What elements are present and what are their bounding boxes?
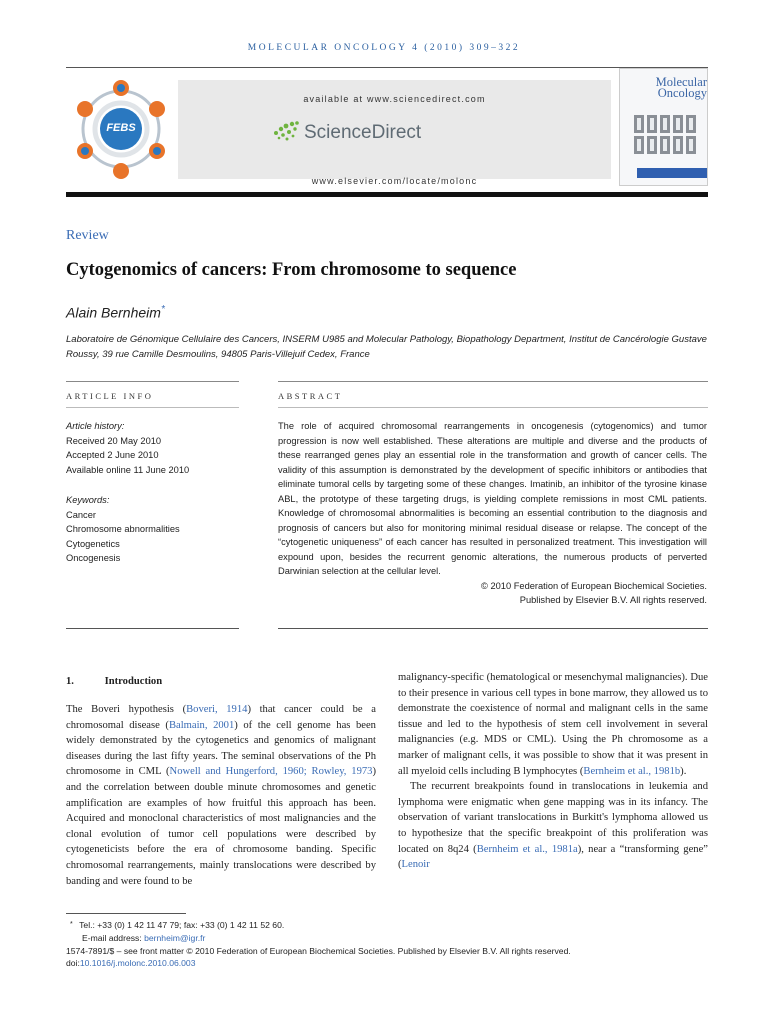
febs-label: FEBS xyxy=(106,122,136,134)
info-rule-sub xyxy=(66,407,239,408)
front-matter: 1574-7891/$ – see front matter © 2010 Federation of European Biochemical Societies. Published by Elsevier B.V. All rights reserved. xyxy=(66,945,571,956)
author-line xyxy=(66,304,165,321)
abstract-publisher: Published by Elsevier B.V. All rights reserved. xyxy=(519,595,707,605)
body-text-run: The recurrent breakpoints found in translocations in leukemia and lymphoma were enigmatic when gene mapping was in its infancy. The observation of variant translocations in Burkitt's lymphoma allowed us to hypothesize that the specific breakpoint of this proliferation was located on 8q24 ( xyxy=(398,781,708,855)
keywords-block xyxy=(66,493,241,566)
history-label: Article history: xyxy=(66,421,125,431)
abstract-rule-top xyxy=(278,381,708,382)
sciencedirect-url[interactable]: available at www.sciencedirect.com xyxy=(303,94,486,104)
footnote-rule xyxy=(66,913,186,914)
journal-banner xyxy=(66,68,708,194)
journal-cover-thumbnail[interactable] xyxy=(619,68,708,186)
keyword-item[interactable]: Chromosome abnormalities xyxy=(66,524,180,534)
body-text-run: malignancy-specific (hematological or mesenchymal malignancies). Due to their presence in various cell types in bone marrow, they allowed us to demonstrate the coexistence of normal and malignant cells in the same tissue and led to the hypothesis of stem cell involvement in several malignancies (e.g. MDS or CML). Using the Ph chromosome as a marker of malignant cells, it was possible to show that it was present in all myeloid cells including B lymphocytes ( xyxy=(398,672,708,777)
febs-logo[interactable] xyxy=(66,71,176,187)
abstract-rule-bottom xyxy=(278,628,708,629)
accepted-date: Accepted 2 June 2010 xyxy=(66,450,159,460)
intro-paragraph-3 xyxy=(398,779,708,873)
abstract-body xyxy=(278,419,707,608)
doi-link[interactable]: 10.1016/j.molonc.2010.06.003 xyxy=(79,958,196,969)
body-text-run: ) and the correlation between double minute chromosomes and genetic amplification are examples of how fruitful this approach has been. Acquired and monoclonal characteristics of most malignancies and the clonal evolution of tumor cell populations were described by cytogeneticists before the era of chromosome banding. Specific chromosomal rearrangements, mainly translocations were described by banding and were found to be xyxy=(66,766,377,887)
body-text-run: The Boveri hypothesis ( xyxy=(66,704,187,715)
abstract-copyright: © 2010 Federation of European Biochemical Societies. xyxy=(481,580,707,591)
email-label: E-mail address: xyxy=(82,932,142,943)
footnote-tel: Tel.: +33 (0) 1 42 11 47 79; fax: +33 (0) 1 42 11 52 60. xyxy=(79,920,285,930)
body-text-run: ). xyxy=(680,765,687,777)
section-title: Introduction xyxy=(104,676,163,687)
sciencedirect-logo[interactable]: ScienceDirect xyxy=(304,122,422,143)
doi-label: doi: xyxy=(66,958,80,969)
received-date: Received 20 May 2010 xyxy=(66,435,162,446)
abstract-text: The role of acquired chromosomal rearrangements in oncogenesis (cytogenomics) and tumor progression is now well established. These alterations are multiple and diverse and the products of these rearranged genes play an essential role in the transformation and growth of cancer cells. The validity of this assumption is demonstrated by the development of specific inhibitors or antibodies that eliminate tumoral cells by targeting some of these changes. Imatinib, an inhibitor of the tyrosine kinase ABL, the prototype of these targeting drugs, is yielding complete remissions in most CML patients. Knowledge of chromosomal abnormalities is becoming an essential contribution to the diagnosis and prognosis of cancers but also for monitoring minimal residual disease or relapse. The concept of the “cytogenetic uniqueness” of each cancer has resulted in personalized treatment. This investigation will expound upon, besides the recurrent genomic alterations, the numerous products of perverted Darwinian selection at the cellular level. xyxy=(278,421,707,576)
article-history xyxy=(66,419,241,477)
journal-citation: MOLECULAR ONCOLOGY 4 (2010) 309–322 xyxy=(247,43,521,53)
citation-link[interactable]: Bernheim et al., 1981b xyxy=(583,765,681,777)
keyword-item[interactable]: Cytogenetics xyxy=(66,538,120,549)
citation-link[interactable]: Lenoir xyxy=(401,859,430,871)
footnote-contact xyxy=(66,919,716,932)
cover-image-grid xyxy=(634,115,698,155)
body-column-left xyxy=(66,702,376,889)
journal-homepage-url[interactable]: www.elsevier.com/locate/molonc xyxy=(311,176,478,186)
author-footnote-mark[interactable]: * xyxy=(160,304,165,315)
online-date: Available online 11 June 2010 xyxy=(66,464,190,475)
info-rule-bottom xyxy=(66,628,239,629)
body-text-run: ) of the cell genome has been widely demonstrated by the cytogenetics and genomics of malignant diseases during the last fifty years. The seminal observations of the Ph chromosome in CML ( xyxy=(66,719,376,778)
info-rule-top xyxy=(66,381,239,382)
article-info-heading: ARTICLE INFO xyxy=(66,391,154,401)
section-number: 1. xyxy=(66,676,74,687)
citation-link[interactable]: Balmain, 2001 xyxy=(168,719,235,731)
article-type: Review xyxy=(66,228,109,243)
author-affiliation: Laboratoire de Génomique Cellulaire des Cancers, INSERM U985 and Molecular Pathology, Biopathology Department, Institut de Cancérologie Gustave Roussy, 39 rue Camille Desmoulins, 94805 Paris-Villejuif Cedex, France xyxy=(66,334,707,360)
footnote-email-line xyxy=(66,932,716,945)
intro-paragraph-2 xyxy=(398,670,708,779)
author-email-link[interactable]: bernheim@igr.fr xyxy=(144,932,206,943)
footnote-mark: * xyxy=(70,921,73,928)
header-rule-bottom xyxy=(66,192,708,197)
citation-link[interactable]: Boveri, 1914 xyxy=(186,704,248,715)
abstract-rule-sub xyxy=(278,407,708,408)
footnotes xyxy=(66,919,716,970)
keyword-item[interactable]: Oncogenesis xyxy=(66,553,121,563)
intro-paragraph-1 xyxy=(66,702,376,889)
cover-blue-band xyxy=(637,168,707,178)
sciencedirect-leaf-icon xyxy=(272,120,302,142)
citation-link[interactable]: Bernheim et al., 1981a xyxy=(476,843,578,855)
citation-link[interactable]: Nowell and Hungerford, 1960; Rowley, 1973 xyxy=(169,766,373,778)
body-text-run: ) that cancer could be a chromosomal disease ( xyxy=(66,704,376,731)
sciencedirect-box xyxy=(178,80,611,186)
section-heading xyxy=(66,676,162,687)
keyword-item[interactable]: Cancer xyxy=(66,509,96,520)
article-title: Cytogenomics of cancers: From chromosome to sequence xyxy=(66,260,517,280)
author-name: Alain Bernheim xyxy=(66,304,161,321)
body-text-run: ), near a “transforming gene” ( xyxy=(398,843,709,871)
body-column-right xyxy=(398,670,708,873)
cover-title: Molecular Oncology xyxy=(655,75,707,100)
doi-line xyxy=(66,957,716,970)
abstract-heading: ABSTRACT xyxy=(278,391,343,401)
keywords-label: Keywords: xyxy=(66,495,110,505)
